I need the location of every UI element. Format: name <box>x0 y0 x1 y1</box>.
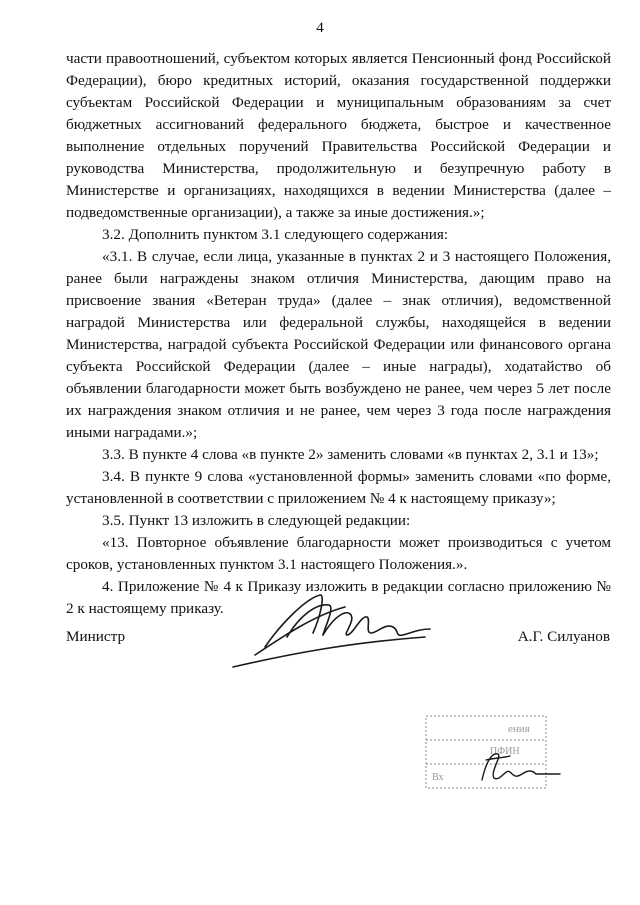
registration-stamp <box>420 712 570 792</box>
paragraph-3-1-content: «3.1. В случае, если лица, указанные в пунктах 2 и 3 настоящего Положения, ранее были награждены знаком отличия Министерства, дающим право на присвоение звания «Ветеран труда» (далее – знак отличия), ведомственной наградой Министерства или федеральной службы, находящейся в ведении Министерства, наградой субъекта Российской Федерации или финансового органа субъекта Российской Федерации (далее – иные награды), ходатайство об объявлении благодарности может быть возбуждено не ранее, чем через 5 лет после их награждения знаком отличия и не ранее, чем через 3 года после награждения иными наградами.»; <box>66 248 611 441</box>
paragraph-3-5: 3.5. Пункт 13 изложить в следующей редакции: <box>102 512 411 529</box>
paragraph-13-content: «13. Повторное объявление благодарности может производиться с учетом сроков, установленных пунктом 3.1 настоящего Положения.». <box>66 534 611 573</box>
paragraph-3-3: 3.3. В пункте 4 слова «в пункте 2» заменить словами «в пунктах 2, 3.1 и 13»; <box>102 446 599 463</box>
svg-text:Вх: Вх <box>432 772 444 783</box>
position-title: Министр <box>66 628 126 645</box>
page-number: 4 <box>316 20 324 36</box>
handwritten-signature <box>225 585 455 675</box>
paragraph-3-4: 3.4. В пункте 9 слова «установленной формы» заменить словами «по форме, установленной в соответствии с приложением № 4 к настоящему приказу»; <box>66 468 611 507</box>
svg-text:ПФИН: ПФИН <box>490 746 520 757</box>
signature-block <box>0 585 640 695</box>
paragraph-4: 4. Приложение № 4 к Приказу изложить в редакции согласно приложению № 2 к настоящему приказу. <box>66 578 611 617</box>
svg-text:ения: ения <box>508 723 530 735</box>
paragraph-3-2: 3.2. Дополнить пунктом 3.1 следующего содержания: <box>102 226 449 243</box>
document-body <box>66 48 611 620</box>
paragraph-continuation: части правоотношений, субъектом которых является Пенсионный фонд Российской Федерации), бюро кредитных историй, оказания государственной поддержки субъектам Российской Федерации и муниципальным образованиям за счет бюджетных ассигнований федерального бюджета, быстрое и качественное выполнение отдельных поручений Правительства Российской Федерации и руководства Министерства, продолжительную и безупречную работу в Министерстве и организациях, находящихся в ведении Министерства (далее – подведомственные организации), а также за иные достижения.»; <box>66 50 611 221</box>
signatory-name: А.Г. Силуанов <box>517 628 610 645</box>
